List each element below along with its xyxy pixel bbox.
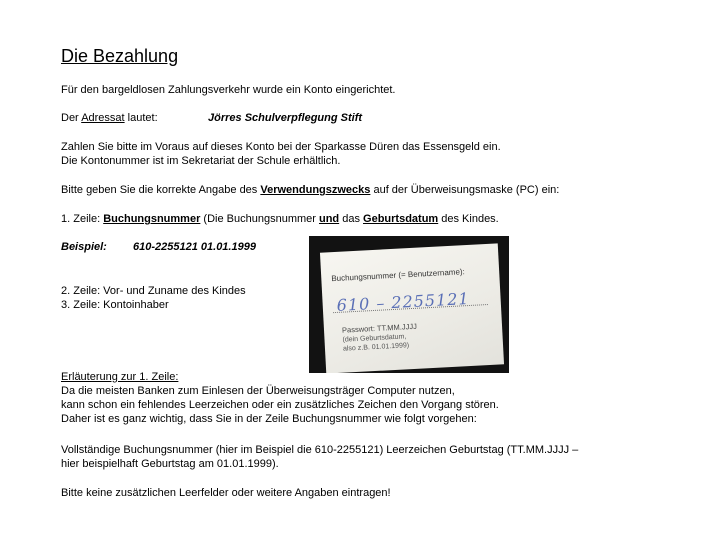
closing-text: Bitte keine zusätzlichen Leerfelder oder weitere Angaben eintragen! (61, 487, 391, 499)
vollstaendig-line-1: Vollständige Buchungsnummer (hier im Beispiel die 610-2255121) Leerzeichen Geburtstag (TT.MM.JJJJ – (61, 444, 579, 456)
note-password: Passwort: TT.MM.JJJJ (341, 321, 418, 335)
zeile-1-mid-1: (Die Buchungsnummer (200, 213, 319, 225)
note-header: Buchungsnummer (= Benutzername): (331, 267, 466, 284)
beispiel-value: 610-2255121 01.01.1999 (133, 241, 256, 253)
zeile-1 (61, 212, 499, 226)
erlaeuterung-line-2: kann schon ein fehlendes Leerzeichen oder ein zusätzliches Zeichen den Vorgang stören. (61, 399, 499, 411)
zeile-1-mid-2: das (339, 213, 364, 225)
zeile-1-keyword: Buchungsnummer (103, 213, 201, 225)
verwendung-keyword: Verwendungszwecks (260, 184, 371, 196)
note-hint-2: also z.B. 01.01.1999) (342, 342, 410, 353)
note-hint-1: (dein Geburtsdatum, (342, 333, 407, 344)
erlaeuterung-heading: Erläuterung zur 1. Zeile: (61, 371, 179, 383)
zeile-1-und: und (318, 213, 340, 225)
verwendung-line (61, 183, 559, 197)
zeile-1-suffix: des Kindes. (438, 213, 499, 225)
vollstaendig-line-2: hier beispielhaft Geburtstag am 01.01.1999). (61, 458, 279, 470)
zeile-2: 2. Zeile: Vor- und Zuname des Kindes (61, 285, 246, 297)
zeile-1-prefix: 1. Zeile: (61, 213, 104, 225)
adressat-suffix: lautet: (124, 112, 158, 124)
erlaeuterung-line-3: Daher ist es ganz wichtig, dass Sie in der Zeile Buchungsnummer wie folgt vorgehen: (61, 413, 477, 425)
payment-line-2: Die Kontonummer ist im Sekretariat der Schule erhältlich. (61, 155, 341, 167)
beispiel-label: Beispiel: (61, 241, 107, 253)
verwendung-prefix: Bitte geben Sie die korrekte Angabe des (61, 184, 261, 196)
note-handwritten-number: 610 – 2255121 (336, 288, 471, 315)
payment-line-1: Zahlen Sie bitte im Voraus auf dieses Konto bei der Sparkasse Düren das Essensgeld ein. (61, 141, 501, 153)
verwendung-suffix: auf der Überweisungsmaske (PC) ein: (370, 184, 560, 196)
adressat-value: Jörres Schulverpflegung Stift (208, 112, 363, 124)
zeile-1-geburtsdatum: Geburtsdatum (363, 213, 439, 225)
note-paper (320, 243, 504, 373)
erlaeuterung-line-1: Da die meisten Banken zum Einlesen der Überweisungsträger Computer nutzen, (61, 385, 455, 397)
intro-text: Für den bargeldlosen Zahlungsverkehr wurde ein Konto eingerichtet. (61, 84, 396, 96)
page-title: Die Bezahlung (61, 46, 179, 66)
adressat-label: Adressat (81, 112, 125, 124)
adressat-line (61, 111, 158, 125)
adressat-prefix: Der (61, 112, 82, 124)
handwritten-note-photo (309, 236, 509, 373)
zeile-3: 3. Zeile: Kontoinhaber (61, 299, 169, 311)
